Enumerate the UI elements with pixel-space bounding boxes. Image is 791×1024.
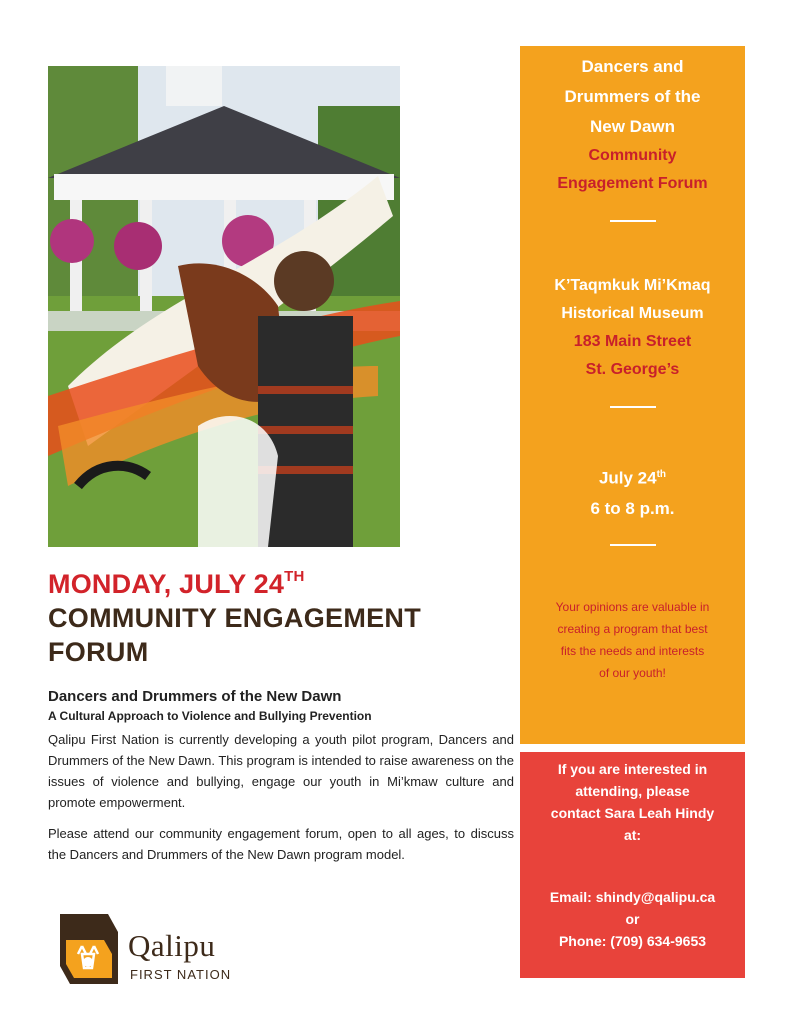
headline-date-sup: TH [284,568,305,585]
headline-date-text: MONDAY, JULY 24 [48,569,285,599]
contact-line: contact Sara Leah Hindy [550,805,715,821]
contact-or: or [625,911,640,927]
contact-line: at: [623,827,642,843]
note-line: fits the needs and interests [560,643,705,658]
sidebar-title-line: New Dawn [589,117,676,136]
venue-address [520,328,745,384]
event-details-panel [520,46,745,744]
headline [48,562,508,669]
program-subtitle: A Cultural Approach to Violence and Bullying Prevention [48,709,372,723]
address-line: 183 Main Street [573,333,692,350]
event-photo [48,66,400,547]
sidebar-title-line: Drummers of the [564,87,701,106]
event-date-text: July 24 [598,468,657,488]
sidebar-title-line: Dancers and [581,57,684,76]
headline-line-3: FORUM [48,637,149,667]
venue-line: Historical Museum [561,305,704,322]
photo-dancers-gazebo [48,66,400,547]
event-date-sup: th [656,469,667,480]
contact-line: If you are interested in [557,761,708,777]
note-line: Your opinions are valuable in [555,599,710,614]
note-line: creating a program that best [557,621,708,636]
event-date [520,460,745,494]
sidebar-title [520,52,745,142]
headline-line-2: COMMUNITY ENGAGEMENT [48,603,422,633]
program-description [48,688,514,875]
sidebar-subtitle-line: Engagement Forum [557,175,708,192]
address-line: St. George’s [585,361,680,378]
qalipu-caribou-mark-icon [56,910,122,988]
program-paragraph-2: Please attend our community engagement forum, open to all ages, to discuss the Dancers and Drummers of the New Dawn program model. [48,826,514,862]
contact-panel [520,752,745,978]
venue-line: K’Taqmkuk Mi’Kmaq [554,277,711,294]
contact-phone: Phone: (709) 634-9653 [558,933,707,949]
contact-line: attending, please [575,783,690,799]
contact-email: Email: shindy@qalipu.ca [549,889,716,905]
headline-date [48,562,508,601]
venue-name [520,272,745,328]
note-line: of our youth! [599,665,666,680]
qalipu-logo [56,910,246,990]
sidebar-subtitle-line: Community [588,147,677,164]
sidebar-note [520,596,745,684]
program-title: Dancers and Drummers of the New Dawn [48,688,342,705]
logo-subtitle: FIRST NATION [130,967,232,982]
program-paragraph-1: Qalipu First Nation is currently developing a youth pilot program, Dancers and Drummers of the New Dawn. This program is intended to raise awareness on the issues of violence and bullying, engage our youth in Mi’kmaw culture and promote empowerment. [48,732,514,810]
sidebar-subtitle [520,142,745,198]
event-time: 6 to 8 p.m. [590,498,675,518]
logo-name: Qalipu [128,928,216,963]
